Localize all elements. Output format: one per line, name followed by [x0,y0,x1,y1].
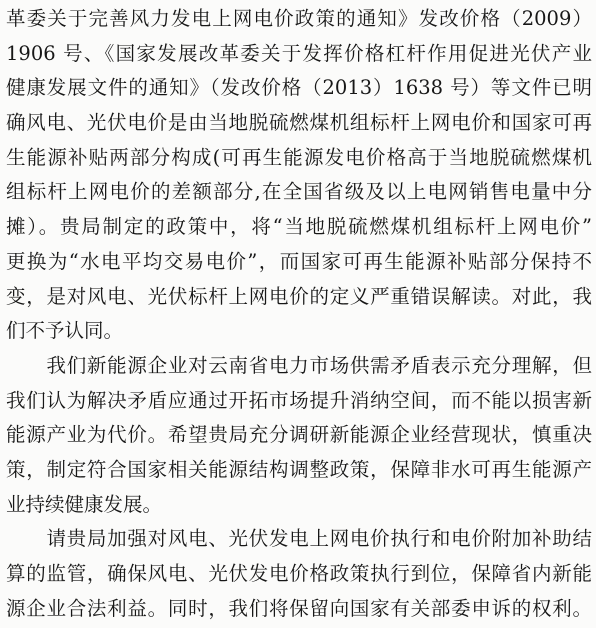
text-line: 更换为“水电平均交易电价”，而国家可再生能源补贴部分保持不 [6,249,592,273]
text-line: 策，制定符合国家相关能源结构调整政策，保障非水可再生能源产 [6,457,592,481]
text-line: 们不予认同。 [6,319,124,343]
text-line: 摊）。贵局制定的政策中，将“当地脱硫燃煤机组标杆上网电价” [6,215,592,239]
text-line: 1906 号、《国家发展改革委关于发挥价格杠杆作用促进光伏产业 [6,41,592,65]
text-line: 我们新能源企业对云南省电力市场供需矛盾表示充分理解，但 [6,353,592,377]
text-line: 变，是对风电、光伏标杆上网电价的定义严重错误解读。对此，我 [6,284,592,308]
paragraph-2 [6,349,592,522]
text-line: 健康发展文件的通知》（发改价格（2013）1638 号）等文件已明 [6,76,592,100]
text-line: 请贵局加强对风电、光伏发电上网电价执行和电价附加补助结 [6,527,592,551]
text-line: 源企业合法利益。同时，我们将保留向国家有关部委申诉的权利。 [6,596,592,620]
text-line: 算的监管，确保风电、光伏发电价格政策执行到位，保障省内新能 [6,562,592,585]
text-line: 确风电、光伏电价是由当地脱硫燃煤机组标杆上网电价和国家可再 [6,111,592,135]
text-line: 业持续健康发展。 [6,492,163,516]
paragraph-1 [6,2,592,349]
text-line: 能源产业为代价。希望贵局充分调研新能源企业经营现状，慎重决 [6,423,592,447]
text-line: 我们认为解决矛盾应通过开拓市场提升消纳空间，而不能以损害新 [6,388,592,412]
text-line: 革委关于完善风力发电上网电价政策的通知》发改价格（2009） [6,7,592,30]
paragraph-3 [6,522,592,626]
document-body [6,2,592,626]
text-line: 生能源补贴两部分构成(可再生能源发电价格高于当地脱硫燃煤机 [6,145,592,169]
text-line: 组标杆上网电价的差额部分,在全国省级及以上电网销售电量中分 [6,180,592,204]
